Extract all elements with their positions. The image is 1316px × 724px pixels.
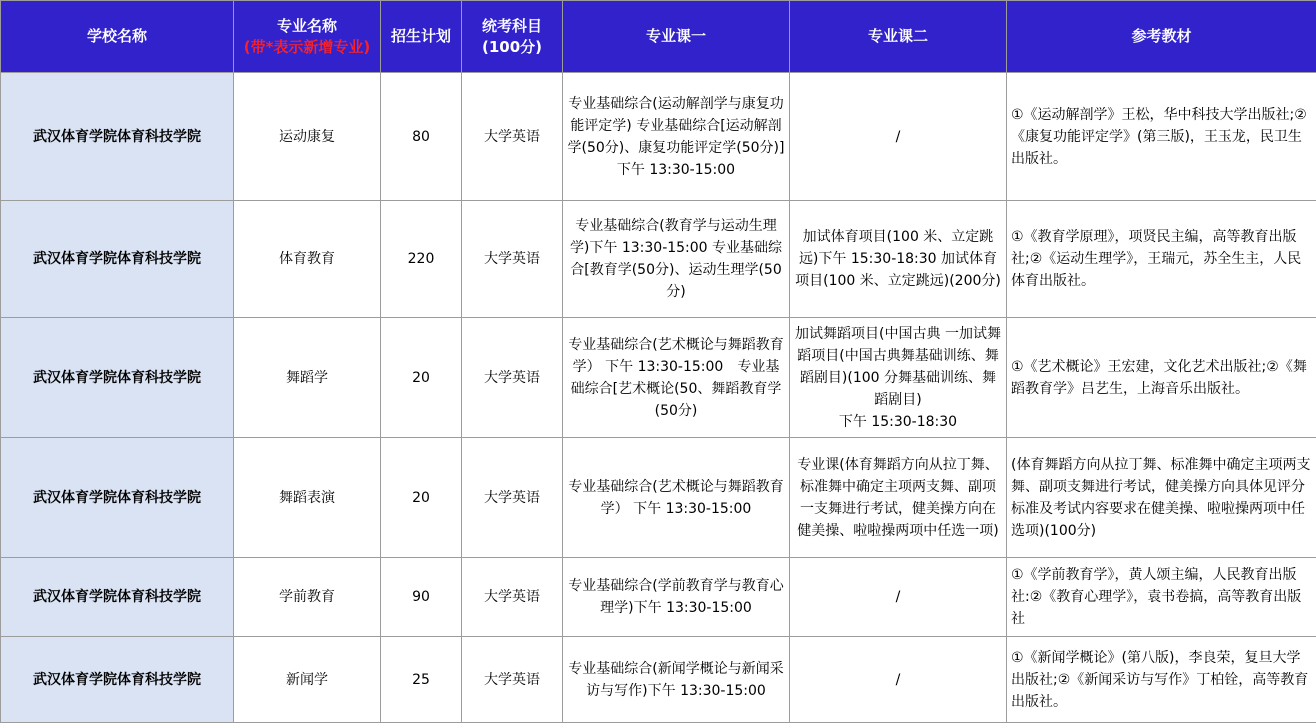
course1-cell: 专业基础综合(新闻学概论与新闻采访与写作)下午 13:30-15:00 — [563, 637, 790, 723]
course1-cell: 专业基础综合(艺术概论与舞蹈教育学） 下午 13:30-15:00 专业基础综合[艺术概论(50、舞蹈教育学(50分) — [563, 318, 790, 438]
table-header-row — [1, 1, 1316, 73]
school-cell: 武汉体育学院体育科技学院 — [1, 318, 234, 438]
course2-cell: 专业课(体育舞蹈方向从拉丁舞、标准舞中确定主项两支舞、副项一支舞进行考试，健美操方向在健美操、啦啦操两项中任选一项) — [790, 438, 1007, 558]
exam-cell: 大学英语 — [462, 73, 563, 201]
exam-cell: 大学英语 — [462, 637, 563, 723]
course1-time: 下午 13:30-15:00 — [616, 161, 736, 178]
school-cell: 武汉体育学院体育科技学院 — [1, 201, 234, 318]
major-cell: 学前教育 — [234, 558, 381, 637]
header-school: 学校名称 — [1, 1, 234, 73]
plan-cell: 80 — [381, 73, 462, 201]
course2-time: 下午 15:30-18:30 — [838, 413, 958, 430]
table-row — [1, 73, 1316, 201]
exam-cell: 大学英语 — [462, 318, 563, 438]
course2-cell: / — [790, 73, 1007, 201]
reference-cell: (体育舞蹈方向从拉丁舞、标准舞中确定主项两支舞、副项支舞进行考试，健美操方向具体见评分标准及考试内容要求在健美操、啦啦操两项中任选项)(100分) — [1007, 438, 1316, 558]
header-major-note: (带*表示新增专业) — [243, 37, 371, 56]
course2-cell: / — [790, 637, 1007, 723]
header-course2: 专业课二 — [790, 1, 1007, 73]
major-cell: 舞蹈学 — [234, 318, 381, 438]
course1-cell: 专业基础综合(学前教育学与教育心理学)下午 13:30-15:00 — [563, 558, 790, 637]
school-cell: 武汉体育学院体育科技学院 — [1, 438, 234, 558]
school-cell: 武汉体育学院体育科技学院 — [1, 558, 234, 637]
plan-cell: 20 — [381, 438, 462, 558]
exam-cell: 大学英语 — [462, 201, 563, 318]
exam-cell: 大学英语 — [462, 438, 563, 558]
course2-cell: / — [790, 558, 1007, 637]
major-cell: 新闻学 — [234, 637, 381, 723]
table-row — [1, 318, 1316, 438]
header-course1: 专业课一 — [563, 1, 790, 73]
header-major: 专业名称 (带*表示新增专业) — [234, 1, 381, 73]
school-cell: 武汉体育学院体育科技学院 — [1, 73, 234, 201]
course2-cell: 加试体育项目(100 米、立定跳远)下午 15:30-18:30 加试体育项目(100 米、立定跳远)(200分) — [790, 201, 1007, 318]
header-reference: 参考教材 — [1007, 1, 1316, 73]
table-row — [1, 558, 1316, 637]
reference-cell: ①《艺术概论》王宏建，文化艺术出版社;②《舞蹈教育学》吕艺生，上海音乐出版社。 — [1007, 318, 1316, 438]
course1-cell: 专业基础综合(艺术概论与舞蹈教育学） 下午 13:30-15:00 — [563, 438, 790, 558]
plan-cell: 20 — [381, 318, 462, 438]
course2-cell: 加试舞蹈项目(中国古典 一加试舞蹈项目(中国古典舞基础训练、舞蹈剧目)(100 分舞基础训练、舞蹈剧目) 下午 15:30-18:30 — [790, 318, 1007, 438]
school-cell: 武汉体育学院体育科技学院 — [1, 637, 234, 723]
major-cell: 运动康复 — [234, 73, 381, 201]
reference-cell: ①《学前教育学》，黄人颂主编，人民教育出版社:②《教育心理学》，袁书卷搞，高等教育出版社 — [1007, 558, 1316, 637]
header-plan: 招生计划 — [381, 1, 462, 73]
exam-cell: 大学英语 — [462, 558, 563, 637]
table-row — [1, 438, 1316, 558]
table-row — [1, 637, 1316, 723]
plan-cell: 90 — [381, 558, 462, 637]
course1-cell: 专业基础综合(运动解剖学与康复功能评定学) 专业基础综合[运动解剖学(50分)、康复功能评定学(50分)] 下午 13:30-15:00 — [563, 73, 790, 201]
table-row — [1, 201, 1316, 318]
reference-cell: ①《新闻学概论》(第八版)，李良荣，复旦大学出版社;②《新闻采访与写作》丁柏铨，高等教育出版社。 — [1007, 637, 1316, 723]
plan-cell: 25 — [381, 637, 462, 723]
header-exam: 统考科目(100分) — [462, 1, 563, 73]
plan-cell: 220 — [381, 201, 462, 318]
reference-cell: ①《教育学原理》，项贤民主编，高等教育出版社;②《运动生理学》，王瑞元，苏全生主，人民体育出版社。 — [1007, 201, 1316, 318]
major-cell: 舞蹈表演 — [234, 438, 381, 558]
course1-cell: 专业基础综合(教育学与运动生理学)下午 13:30-15:00 专业基础综合[教育学(50分)、运动生理学(50分) — [563, 201, 790, 318]
major-cell: 体育教育 — [234, 201, 381, 318]
reference-cell: ①《运动解剖学》王松，华中科技大学出版社;②《康复功能评定学》(第三版)，王玉龙，民卫生出版社。 — [1007, 73, 1316, 201]
